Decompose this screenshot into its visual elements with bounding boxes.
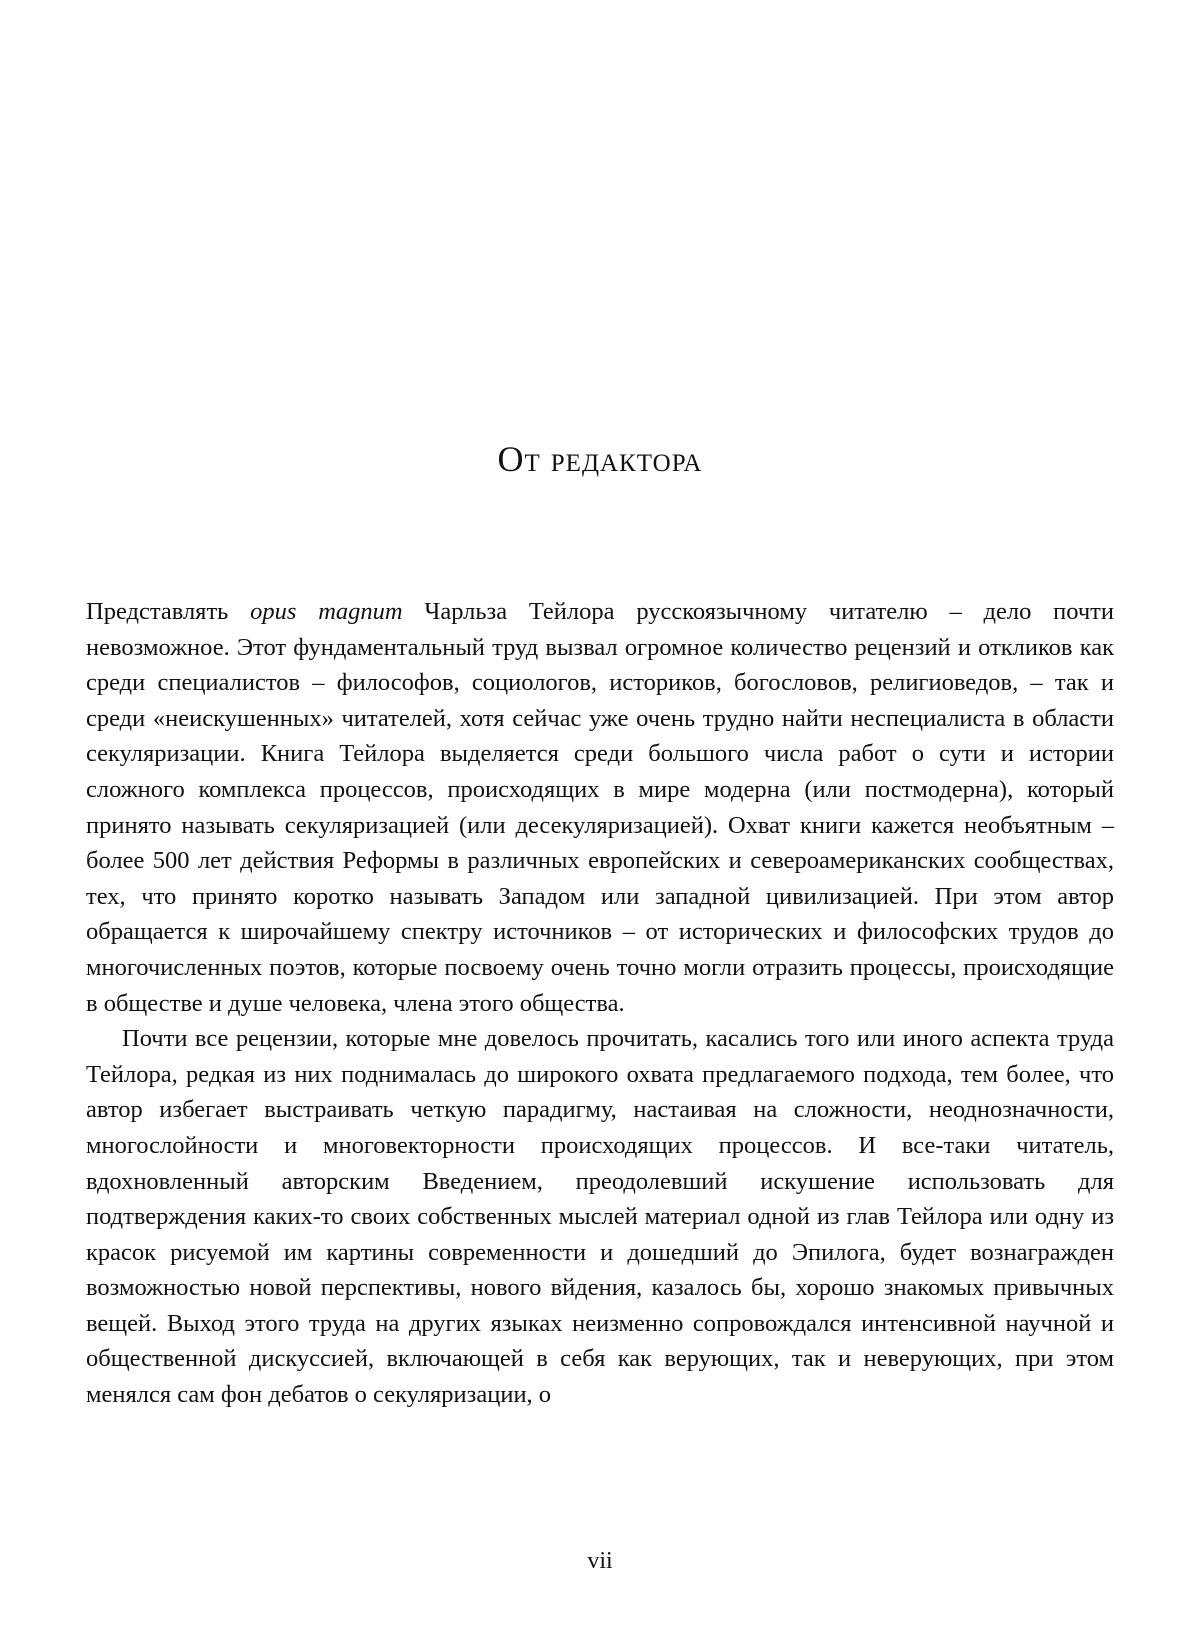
paragraph-2: Почти все рецензии, которые мне довелось прочитать, касались того или иного аспекта труда Тейлора, редкая из них поднималась до широкого охвата предлагаемого подхода, тем более, что автор избегает выстраивать четкую парадигму, настаивая на сложности, неоднозначности, многослойности и многовекторности происходящих процессов. И все-таки читатель, вдохновленный авторским Введением, преодолевший искушение использовать для подтверждения каких-то своих собственных мыслей материал одной из глав Тейлора или одну из красок рисуемой им картины современности и дошедший до Эпилога, будет вознагражден возможностью новой перспективы, нового вйдения, казалось бы, хорошо знакомых привычных вещей. Выход этого труда на других языках неизменно сопровождался интенсивной научной и общественной дискуссией, включающей в себя как верующих, так и неверующих, при этом менялся сам фон дебатов о секуляризации, о [86, 1025, 1114, 1409]
page-number: vii [587, 1548, 613, 1574]
paragraph-1-italic-term: opus magnum [250, 598, 403, 625]
paragraph-1-text-rest: Чарльза Тейлора русскоязычному читателю – дело почти невозможное. Этот фундаментальный труд вызвал огромное количество рецензий и откликов как среди специалистов – философов, социологов, историков, богословов, религиоведов, – так и среди «неискушенных» читателей, хотя сейчас уже очень трудно найти неспециалиста в области секуляризации. Книга Тейлора выделяется среди большого числа работ о сути и истории сложного комплекса процессов, происходящих в мире модерна (или постмодерна), который принято называть секуляризацией (или десекуляризацией). Охват книги кажется необъятным – более 500 лет действия Реформы в различных европейских и североамериканских сообществах, тех, что принято коротко называть Западом или западной цивилизацией. При этом автор обращается к широчайшему спектру источников – от исторических и философских трудов до многочисленных поэтов, которые посвоему очень точно могли отразить процессы, происходящие в обществе и душе человека, члена этого общества. [86, 598, 1115, 1017]
page-title: От редактора [497, 439, 703, 479]
paragraph-1-text-start: Представлять [86, 598, 251, 625]
body-text [86, 594, 1114, 1413]
paragraph-1 [86, 594, 1114, 1021]
